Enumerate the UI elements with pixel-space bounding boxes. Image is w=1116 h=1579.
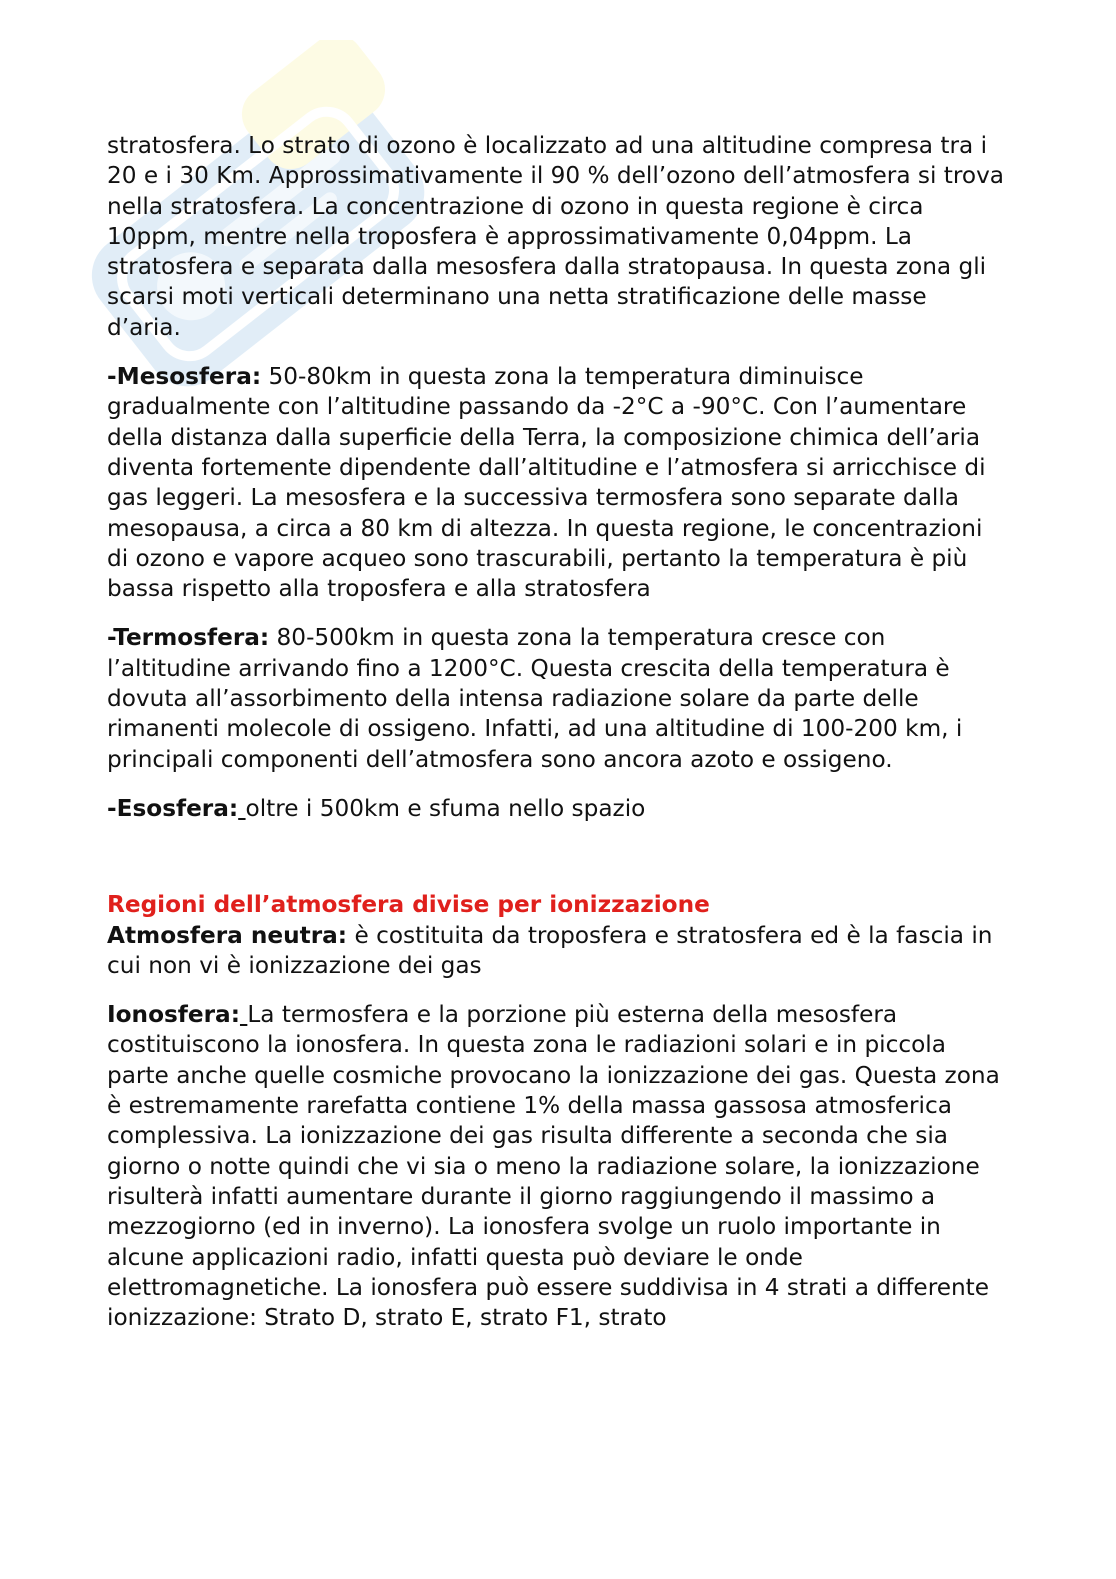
- paragraph-termosfera: [107, 623, 1007, 774]
- document-page: [107, 131, 1007, 1352]
- text-atmosfera-neutra: è costituita da troposfera e stratosfera ed è la fascia in cui non vi è ionizzazione dei gas: [107, 921, 993, 979]
- paragraph-stratosfera: stratosfera. Lo strato di ozono è localizzato ad una altitudine compresa tra i 20 e i 30 Km. Approssimativamente il 90 % dell’ozono dell’atmosfera si trova nella stratosfera. La concentrazione di ozono in questa regione è circa 10ppm, mentre nella troposfera è approssimativamente 0,04ppm. La stratosfera e separata dalla mesosfera dalla stratopausa. In questa zona gli scarsi moti verticali determinano una netta stratificazione delle masse d’aria.: [107, 132, 1005, 341]
- text-mesosfera: 50-80km in questa zona la temperatura diminuisce gradualmente con l’altitudine passando da -2°C a -90°C. Con l’aumentare della distanza dalla superficie della Terra, la composizione chimica dell’aria diventa fortemente dipendente dall’altitudine e l’atmosfera si arricchisce di gas leggeri. La mesosfera e la successiva termosfera sono separate dalla mesopausa, a circa a 80 km di altezza. In questa regione, le concentrazioni di ozono e vapore acqueo sono trascurabili, pertanto la temperatura è più bassa rispetto alla troposfera e alla stratosfera: [107, 363, 986, 603]
- term-mesosfera: -Mesosfera:: [107, 363, 262, 391]
- term-ionosfera: Ionosfera:: [107, 1001, 240, 1029]
- text-esosfera: oltre i 500km e sfuma nello spazio: [245, 794, 646, 822]
- section-heading: Regioni dell’atmosfera divise per ionizzazione: [107, 891, 710, 919]
- paragraph-atmosfera-neutra: [107, 921, 1007, 982]
- text-termosfera: 80-500km in questa zona la temperatura cresce con l’altitudine arrivando fino a 1200°C. Questa crescita della temperatura è dovuta all’assorbimento della intensa radiazione solare da parte delle rimanenti molecole di ossigeno. Infatti, ad una altitudine di 100-200 km, i principali componenti dell’atmosfera sono ancora azoto e ossigeno.: [107, 624, 963, 773]
- paragraph-esosfera: [107, 794, 1007, 824]
- paragraph-ionosfera: [107, 1000, 1007, 1333]
- text-ionosfera: La termosfera e la porzione più esterna della mesosfera costituiscono la ionosfera. In questa zona le radiazioni solari e in piccola parte anche quelle cosmiche provocano la ionizzazione dei gas. Questa zona è estremamente rarefatta contiene 1% della massa gassosa atmosferica complessiva. La ionizzazione dei gas risulta differente a seconda che sia giorno o notte quindi che vi sia o meno la radiazione solare, la ionizzazione risulterà infatti aumentare durante il giorno raggiungendo il massimo a mezzogiorno (ed in inverno). La ionosfera svolge un ruolo importante in alcune applicazioni radio, infatti questa può deviare le onde elettromagnetiche. La ionosfera può essere suddivisa in 4 strati a differente ionizzazione: Strato D, strato E, strato F1, strato: [107, 1001, 1000, 1332]
- term-termosfera: -Termosfera:: [107, 624, 270, 652]
- paragraph-mesosfera: [107, 362, 1007, 604]
- term-esosfera: -Esosfera:: [107, 794, 239, 822]
- term-atmosfera-neutra: Atmosfera neutra:: [107, 921, 348, 949]
